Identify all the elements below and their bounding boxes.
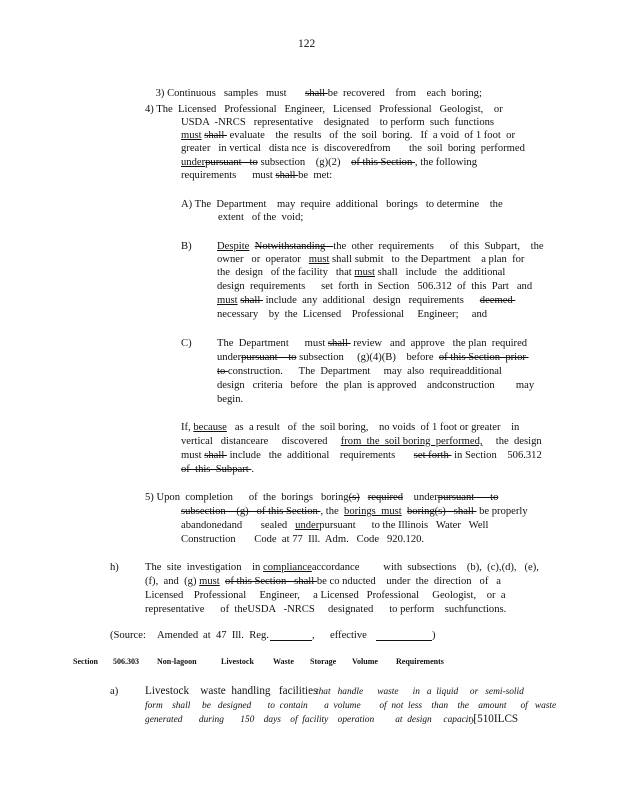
item-a2-line-3-italic: generated during 150 days of facility operation at design capacity xyxy=(145,715,476,725)
struck-set-forth: set forth xyxy=(413,450,452,461)
struck-deemed: deemed xyxy=(479,295,516,306)
section-number: 506.303 xyxy=(113,657,139,666)
item-b-line-4: design requirements set forth in Section 506.312 of this Part and xyxy=(217,281,533,292)
section-title-word-5: Volume xyxy=(352,657,378,666)
struck-shall: shall xyxy=(305,88,328,99)
source-label: (Source: xyxy=(110,630,146,641)
source-close: ) xyxy=(432,630,436,641)
inserted-compliance: compliance xyxy=(263,562,312,573)
item-c-line-1: The Department must shall review and approve the plan required xyxy=(217,338,528,349)
struck-subsection: subsection (g) of this Section xyxy=(181,506,321,517)
item-b-line-1: Despite Notwithstanding the other requirements of this Subpart, the xyxy=(217,241,544,252)
item-5-line-3: abandonedand sealed underpursuant to the Illinois Water Well xyxy=(181,520,489,531)
inserted-under: under xyxy=(181,157,206,168)
item-4-line-4: greater in vertical dista nce is discoveredfrom the soil boring performed xyxy=(181,143,525,154)
item-3-text-a: 3) Continuous samples must xyxy=(155,88,306,99)
item-c-line-2: underpursuant to subsection (g)(4)(B) before of this Section prior xyxy=(217,352,529,363)
if-para-line-3: must shall include the additional requirements set forth in Section 506.312 xyxy=(181,450,542,461)
item-4-line-1: 4) The Licensed Professional Engineer, Licensed Professional Geologist, or xyxy=(145,104,503,115)
item-4-line-2: USDA -NRCS representative designated to perform such functions xyxy=(181,117,495,128)
item-4-line-6: requirements must shall be met: xyxy=(181,170,333,181)
if-para-line-2: vertical distanceare discovered from the soil boring performed, the design xyxy=(181,436,542,447)
inserted-must: must xyxy=(354,267,375,278)
source-comma: , xyxy=(312,630,315,641)
source-at: at 47 Ill. Reg. xyxy=(203,630,269,641)
item-5-line-1: 5) Upon completion of the borings boring(s) required underpursuant to xyxy=(145,492,499,503)
inserted-from-the-soil-boring: from the soil boring performed, xyxy=(340,436,483,447)
item-b-label: B) xyxy=(181,241,192,252)
source-amended: Amended xyxy=(157,630,199,641)
item-h-line-2: (f), and (g) must of this Section shall be co nducted under the direction of a xyxy=(145,576,501,587)
struck-shall: shall xyxy=(327,338,351,349)
struck-pursuant: pursuant to xyxy=(437,492,499,503)
struck-to: to xyxy=(217,366,228,377)
struck-of-this-subpart: of this Subpart xyxy=(181,464,252,475)
item-b-line-5: must shall include any additional design requirements deemed xyxy=(217,295,516,306)
item-h-label: h) xyxy=(110,562,119,573)
if-para-line-4: of this Subpart . xyxy=(181,464,254,475)
struck-shall: shall xyxy=(240,295,263,306)
item-a2-line-1-plain: Livestock waste handling facilities xyxy=(145,685,318,697)
reg-blank-line xyxy=(270,640,312,641)
section-title-word-2: Livestock xyxy=(221,657,254,666)
item-c-line-3: to construction. The Department may also requireadditional xyxy=(217,366,502,377)
inserted-must: must xyxy=(217,295,238,306)
struck-of-this-section-prior: of this Section prior xyxy=(438,352,529,363)
item-h-line-3: Licensed Professional Engineer, a Licensed Professional Geologist, or a xyxy=(145,590,506,601)
item-a2-line-1-italic: that handle waste in a liquid or semi-solid xyxy=(316,687,524,697)
inserted-under: under xyxy=(295,520,320,531)
struck-shall: shall xyxy=(204,130,227,141)
item-3-text-b: be recovered from each boring; xyxy=(327,88,482,99)
item-h-line-4: representative of theUSDA -NRCS designated to perform suchfunctions. xyxy=(145,604,507,615)
page-number: 122 xyxy=(298,38,316,50)
struck-borings: boring(s) shall xyxy=(407,506,477,517)
inserted-borings-must: borings must xyxy=(344,506,402,517)
inserted-despite: Despite xyxy=(217,241,250,252)
inserted-must: must xyxy=(181,130,202,141)
section-title-word-4: Storage xyxy=(310,657,337,666)
struck-shall: shall xyxy=(204,450,227,461)
item-a-line-1: A) The Department may require additional borings to determine the xyxy=(181,199,503,210)
item-a-line-2: extent of the void; xyxy=(218,212,304,223)
item-b-line-2: owner or operator must shall submit to the Department a plan for xyxy=(217,254,525,265)
if-para-line-1: If, because as a result of the soil boring, no voids of 1 foot or greater in xyxy=(181,422,520,433)
struck-required: required xyxy=(367,492,404,503)
item-c-label: C) xyxy=(181,338,192,349)
inserted-must: must xyxy=(199,576,220,587)
struck-s: (s) xyxy=(348,492,360,503)
item-5-line-4: Construction Code at 77 Ill. Adm. Code 920.120. xyxy=(181,534,425,545)
inserted-because: because xyxy=(193,422,227,433)
item-4-line-5: underpursuant to subsection (g)(2) of this Section , the following xyxy=(181,157,478,168)
item-4-line-3: must shall evaluate the results of the soil boring. If a void of 1 foot or xyxy=(181,130,515,141)
struck-of-this-section-shall: of this Section shall xyxy=(225,576,317,587)
item-b-line-6: necessary by the Licensed Professional Engineer; and xyxy=(217,309,488,320)
section-title-word-1: Non-lagoon xyxy=(157,657,197,666)
item-a2-label: a) xyxy=(110,686,119,697)
item-a2-line-3-plain: . [510ILCS xyxy=(465,713,519,725)
item-a2-line-2-italic: form shall be designed to contain a volume of not less than the amount of waste xyxy=(145,701,557,711)
inserted-must: must xyxy=(308,254,330,265)
section-label: Section xyxy=(73,657,98,666)
effective-blank-line xyxy=(376,640,432,641)
source-effective: effective xyxy=(330,630,367,641)
struck-shall: shall xyxy=(275,170,299,181)
struck-pursuant: pursuant to xyxy=(241,352,297,363)
item-c-line-5: begin. xyxy=(217,394,244,405)
struck-of-this-section: of this Section xyxy=(351,157,415,168)
struck-pursuant: pursuant to xyxy=(205,157,258,168)
item-h-line-1: The site investigation in complianceaccordance with subsections (b), (c),(d), (e), xyxy=(145,562,539,573)
item-c-line-4: design criteria before the plan is approved andconstruction may xyxy=(217,380,535,391)
item-5-line-2: subsection (g) of this Section , the borings must boring(s) shall be properly xyxy=(181,506,528,517)
section-title-word-6: Requirements xyxy=(396,657,444,666)
struck-notwithstanding: Notwithstanding xyxy=(254,241,334,252)
item-b-line-3: the design of the facility that must shall include the additional xyxy=(217,267,506,278)
section-title-word-3: Waste xyxy=(273,657,294,666)
